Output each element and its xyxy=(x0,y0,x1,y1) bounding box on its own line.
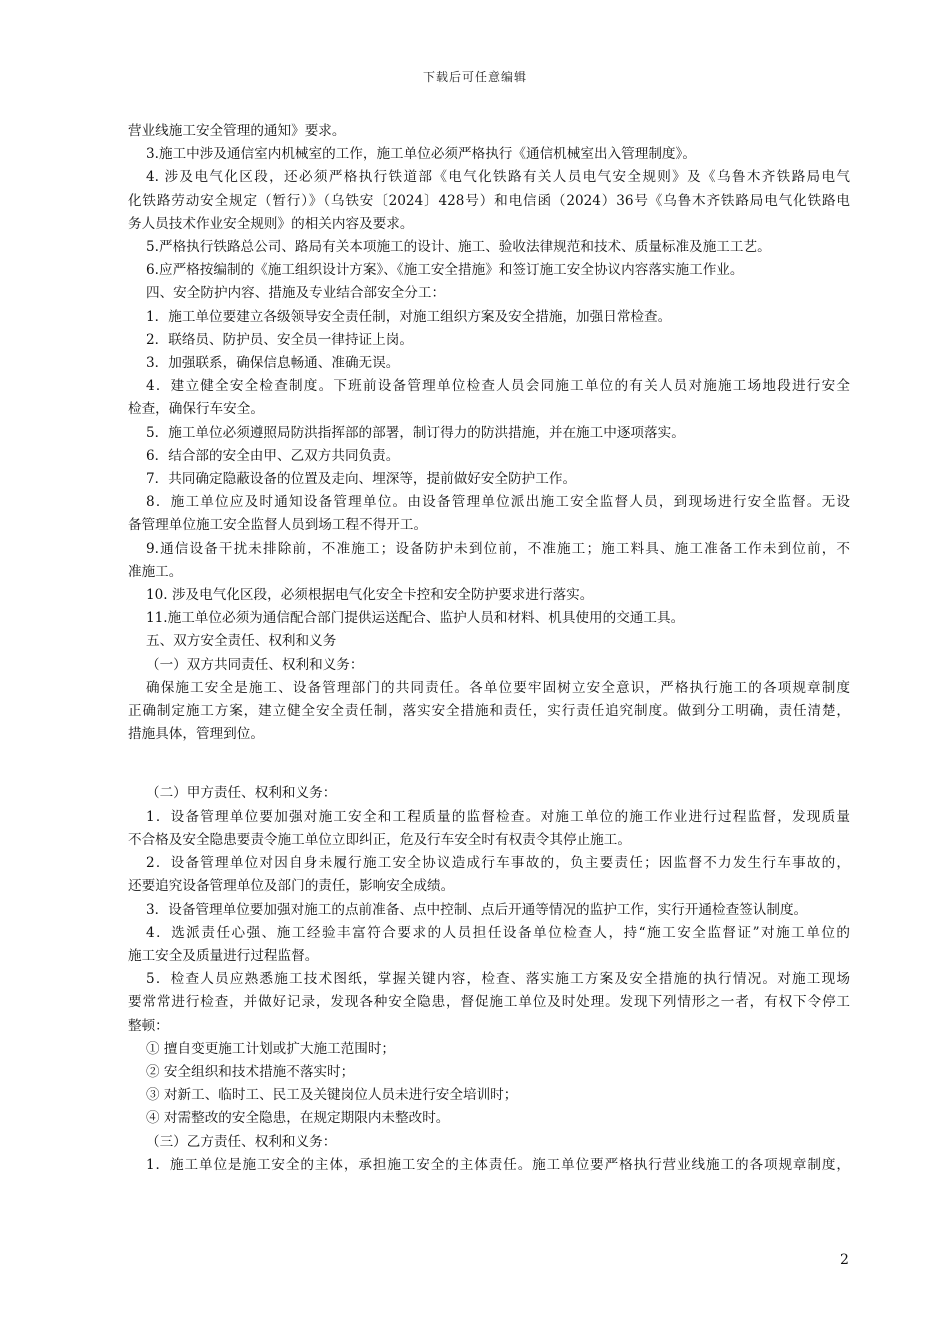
text-line: 施工安全及质量进行过程监督。 xyxy=(128,947,319,964)
blank-line xyxy=(128,746,850,782)
section-heading: 五、双方安全责任、权利和义务 xyxy=(146,633,337,650)
text-line: 3．设备管理单位要加强对施工的点前准备、点中控制、点后开通等情况的监护工作，实行开通检查签认制度。 xyxy=(146,901,808,918)
text-line: 4．选派责任心强、施工经验丰富符合要求的人员担任设备单位检查人，持“施工安全监督证”对施工单位的 xyxy=(146,924,850,941)
section-heading: 四、安全防护内容、措施及专业结合部安全分工： xyxy=(146,285,446,302)
text-line: 5．检查人员应熟悉施工技术图纸，掌握关键内容，检查、落实施工方案及安全措施的执行情况。对施工现场 xyxy=(146,971,850,988)
document-body xyxy=(128,120,850,1177)
text-line: 确保施工安全是施工、设备管理部门的共同责任。各单位要牢固树立安全意识，严格执行施工的各项规章制度 xyxy=(146,679,850,696)
text-line: 3.施工中涉及通信室内机械室的工作，施工单位必须严格执行《通信机械室出入管理制度》。 xyxy=(146,146,696,163)
text-line: 要常常进行检查，并做好记录，发现各种安全隐患，督促施工单位及时处理。发现下列情形之一者，有权下令停工 xyxy=(128,994,850,1011)
list-item: ④ 对需整改的安全隐患，在规定期限内未整改时。 xyxy=(146,1110,450,1127)
text-line: 4．建立健全安全检查制度。下班前设备管理单位检查人员会同施工单位的有关人员对施施工场地段进行安全 xyxy=(146,378,850,395)
text-line: 准施工。 xyxy=(128,563,183,580)
text-line: 务人员技术作业安全规则》的相关内容及要求。 xyxy=(128,215,414,232)
text-line: 10. 涉及电气化区段，必须根据电气化安全卡控和安全防护要求进行落实。 xyxy=(146,587,594,604)
page-number: 2 xyxy=(840,1252,849,1268)
text-line: 1．施工单位是施工安全的主体，承担施工安全的主体责任。施工单位要严格执行营业线施工的各项规章制度， xyxy=(146,1156,850,1173)
text-line: 不合格及安全隐患要责令施工单位立即纠正，危及行车安全时有权责令其停止施工。 xyxy=(128,831,631,848)
text-line: 化铁路劳动安全规定（暂行）》（乌铁安〔2024〕428号）和电信函（2024）36号《乌鲁木齐铁路局电气化铁路电 xyxy=(128,192,850,209)
text-line: 8．施工单位应及时通知设备管理单位。由设备管理单位派出施工安全监督人员，到现场进行安全监督。无设 xyxy=(146,494,850,511)
subsection-heading: （三）乙方责任、权利和义务： xyxy=(146,1133,337,1150)
text-line: 检查，确保行车安全。 xyxy=(128,401,264,418)
text-line: 2．联络员、防护员、安全员一律持证上岗。 xyxy=(146,331,413,348)
text-line: 5．施工单位必须遵照局防洪指挥部的部署，制订得力的防洪措施，并在施工中逐项落实。 xyxy=(146,424,685,441)
text-line: 6.应严格按编制的《施工组织设计方案》、《施工安全措施》和签订施工安全协议内容落实施工作业。 xyxy=(146,262,744,279)
subsection-heading: （二）甲方责任、权利和义务： xyxy=(146,785,337,802)
list-item: ② 安全组织和技术措施不落实时； xyxy=(146,1063,355,1080)
text-line: 9.通信设备干扰未排除前，不准施工；设备防护未到位前，不准施工；施工料具、施工准备工作未到位前，不 xyxy=(146,540,850,557)
text-line: 备管理单位施工安全监督人员到场工程不得开工。 xyxy=(128,517,428,534)
list-item: ③ 对新工、临时工、民工及关键岗位人员未进行安全培训时； xyxy=(146,1087,518,1104)
text-line: 营业线施工安全管理的通知》要求。 xyxy=(128,123,346,139)
list-item: ① 擅自变更施工计划或扩大施工范围时； xyxy=(146,1040,396,1057)
text-line: 还要追究设备管理单位及部门的责任，影响安全成绩。 xyxy=(128,878,455,895)
text-line: 7．共同确定隐蔽设备的位置及走向、埋深等，提前做好安全防护工作。 xyxy=(146,471,577,488)
text-line: 6．结合部的安全由甲、乙双方共同负责。 xyxy=(146,447,400,464)
text-line: 5.严格执行铁路总公司、路局有关本项施工的设计、施工、验收法律规范和技术、质量标准及施工工艺。 xyxy=(146,239,771,256)
text-line: 1．施工单位要建立各级领导安全责任制，对施工组织方案及安全措施，加强日常检查。 xyxy=(146,308,672,325)
text-line: 3．加强联系，确保信息畅通、准确无误。 xyxy=(146,355,400,372)
text-line: 正确制定施工方案，建立健全安全责任制，落实安全措施和责任，实行责任追究制度。做到分工明确，责任清楚， xyxy=(128,703,850,720)
text-line: 1．设备管理单位要加强对施工安全和工程质量的监督检查。对施工单位的施工作业进行过程监督，发现质量 xyxy=(146,808,850,825)
subsection-heading: （一）双方共同责任、权利和义务： xyxy=(146,656,364,673)
text-line: 整顿： xyxy=(128,1017,169,1034)
text-line: 措施具体，管理到位。 xyxy=(128,726,264,743)
page-header: 下载后可任意编辑 xyxy=(422,70,527,84)
text-line: 4. 涉及电气化区段，还必须严格执行铁道部《电气化铁路有关人员电气安全规则》及《乌鲁木齐铁路局电气 xyxy=(146,169,850,186)
text-line: 11.施工单位必须为通信配合部门提供运送配合、监护人员和材料、机具使用的交通工具。 xyxy=(146,610,685,627)
text-line: 2．设备管理单位对因自身未履行施工安全协议造成行车事故的，负主要责任；因监督不力发生行车事故的， xyxy=(146,855,850,872)
